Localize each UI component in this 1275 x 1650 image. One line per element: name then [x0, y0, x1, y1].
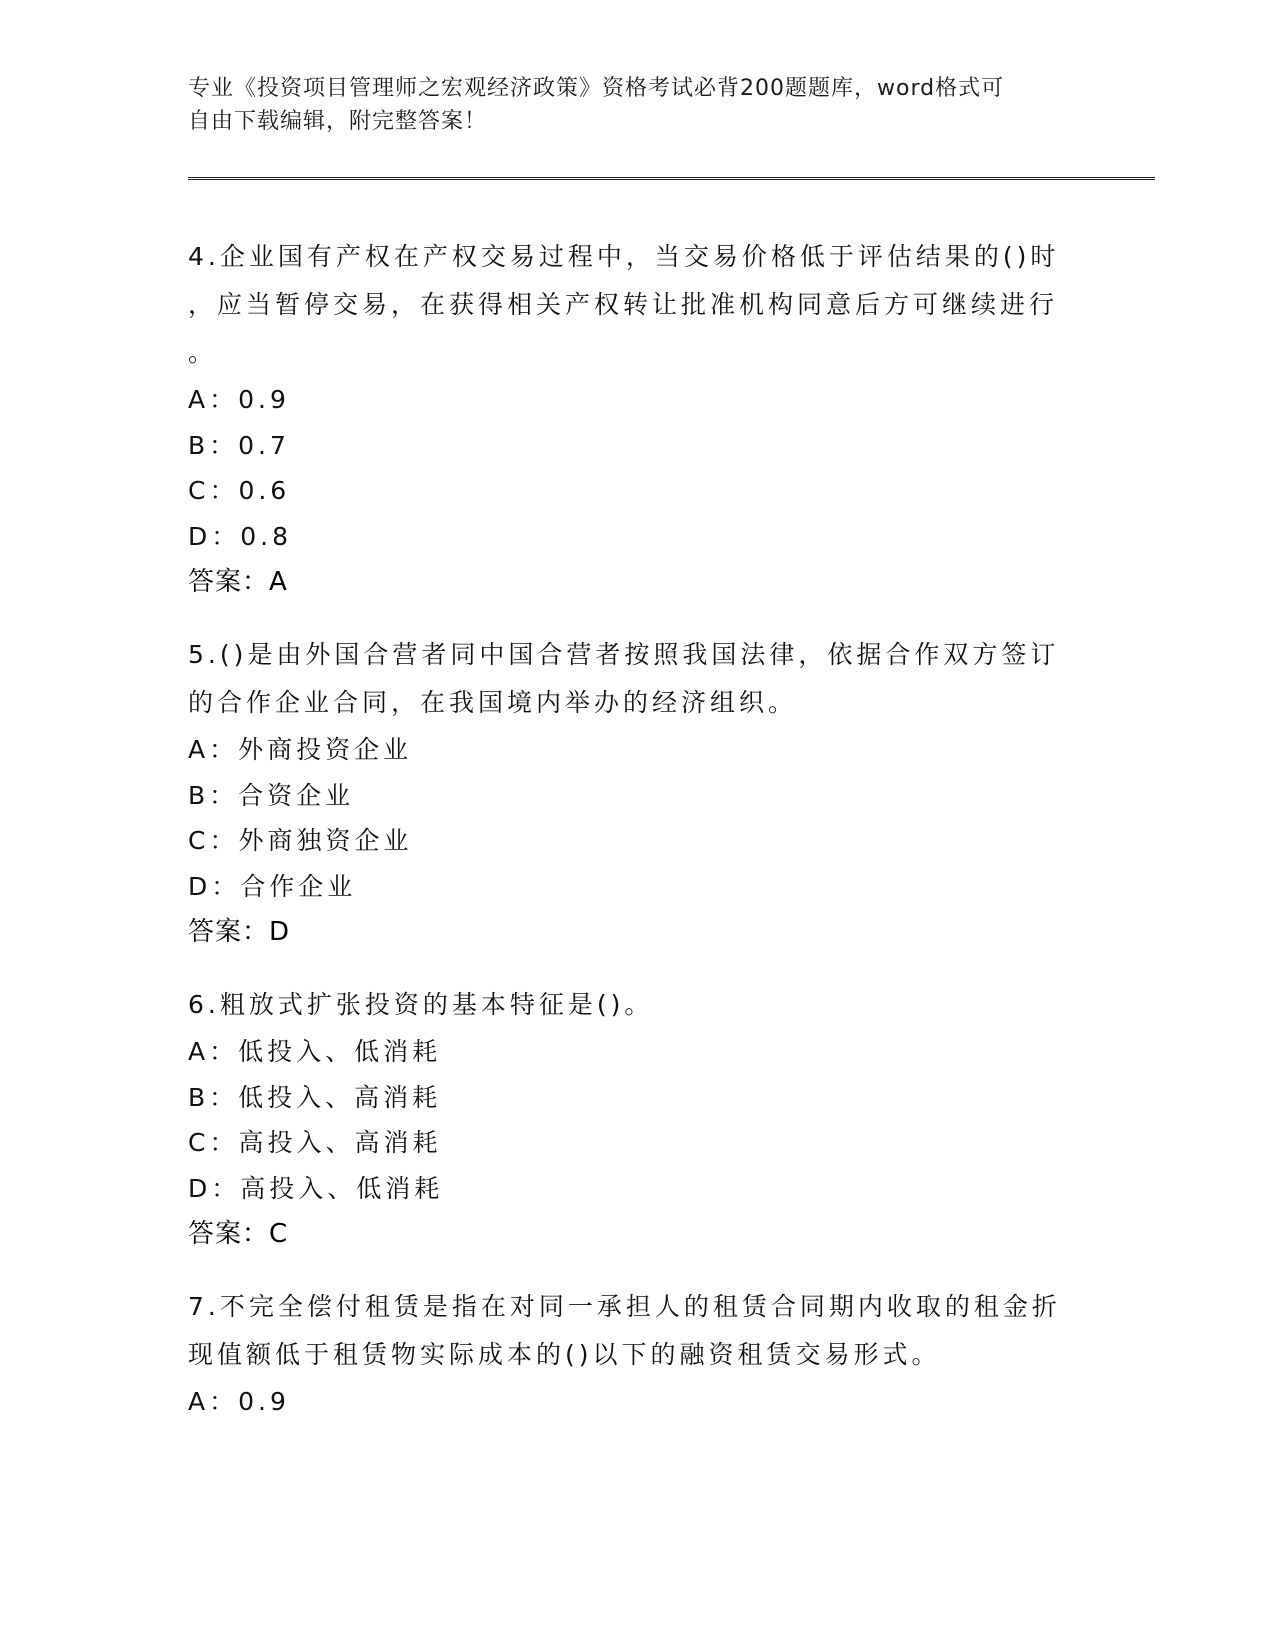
question-text-line: 。 [188, 338, 218, 367]
question-text-line: ，应当暂停交易，在获得相关产权转让批准机构同意后方可继续进行 [188, 290, 1059, 319]
option-a: A：外商投资企业 [188, 735, 413, 764]
header-line-2: 自由下载编辑，附完整答案！ [188, 109, 488, 134]
header-line-1: 专业《投资项目管理师之宏观经济政策》资格考试必背200题题库，word格式可 [188, 76, 1005, 101]
document-header [188, 72, 1068, 138]
option-d: D：0.8 [188, 521, 293, 551]
question-text-line: 5.()是由外国合营者同中国合营者按照我国法律，依据合作双方签订 [188, 640, 1060, 669]
question-4 [188, 233, 1068, 605]
option-d: D：高投入、低消耗 [188, 1173, 444, 1203]
question-text-line: 7.不完全偿付租赁是指在对同一承担人的租赁合同期内收取的租金折 [188, 1292, 1061, 1321]
option-b: B：低投入、高消耗 [188, 1082, 442, 1112]
option-c: C：高投入、高消耗 [188, 1128, 442, 1157]
question-6 [188, 981, 1068, 1257]
question-text-line: 6.粗放式扩张投资的基本特征是()。 [188, 990, 654, 1019]
question-text-line: 现值额低于租赁物实际成本的()以下的融资租赁交易形式。 [188, 1340, 941, 1369]
question-7 [188, 1283, 1068, 1425]
header-divider [188, 177, 1155, 180]
option-b: B：0.7 [188, 430, 290, 460]
question-list [188, 233, 1068, 1451]
option-a: A：0.9 [188, 385, 290, 414]
option-b: B：合资企业 [188, 780, 355, 810]
option-c: C：0.6 [188, 476, 291, 505]
question-5 [188, 631, 1068, 955]
answer: 答案：D [188, 917, 291, 947]
option-a: A：0.9 [188, 1387, 290, 1416]
answer: 答案：A [188, 567, 288, 597]
answer: 答案：C [188, 1219, 289, 1249]
option-d: D：合作企业 [188, 871, 357, 901]
option-c: C：外商独资企业 [188, 826, 413, 855]
question-text-line: 4.企业国有产权在产权交易过程中，当交易价格低于评估结果的()时 [188, 242, 1060, 271]
question-text-line: 的合作企业合同，在我国境内举办的经济组织。 [188, 688, 798, 717]
option-a: A：低投入、低消耗 [188, 1037, 442, 1066]
